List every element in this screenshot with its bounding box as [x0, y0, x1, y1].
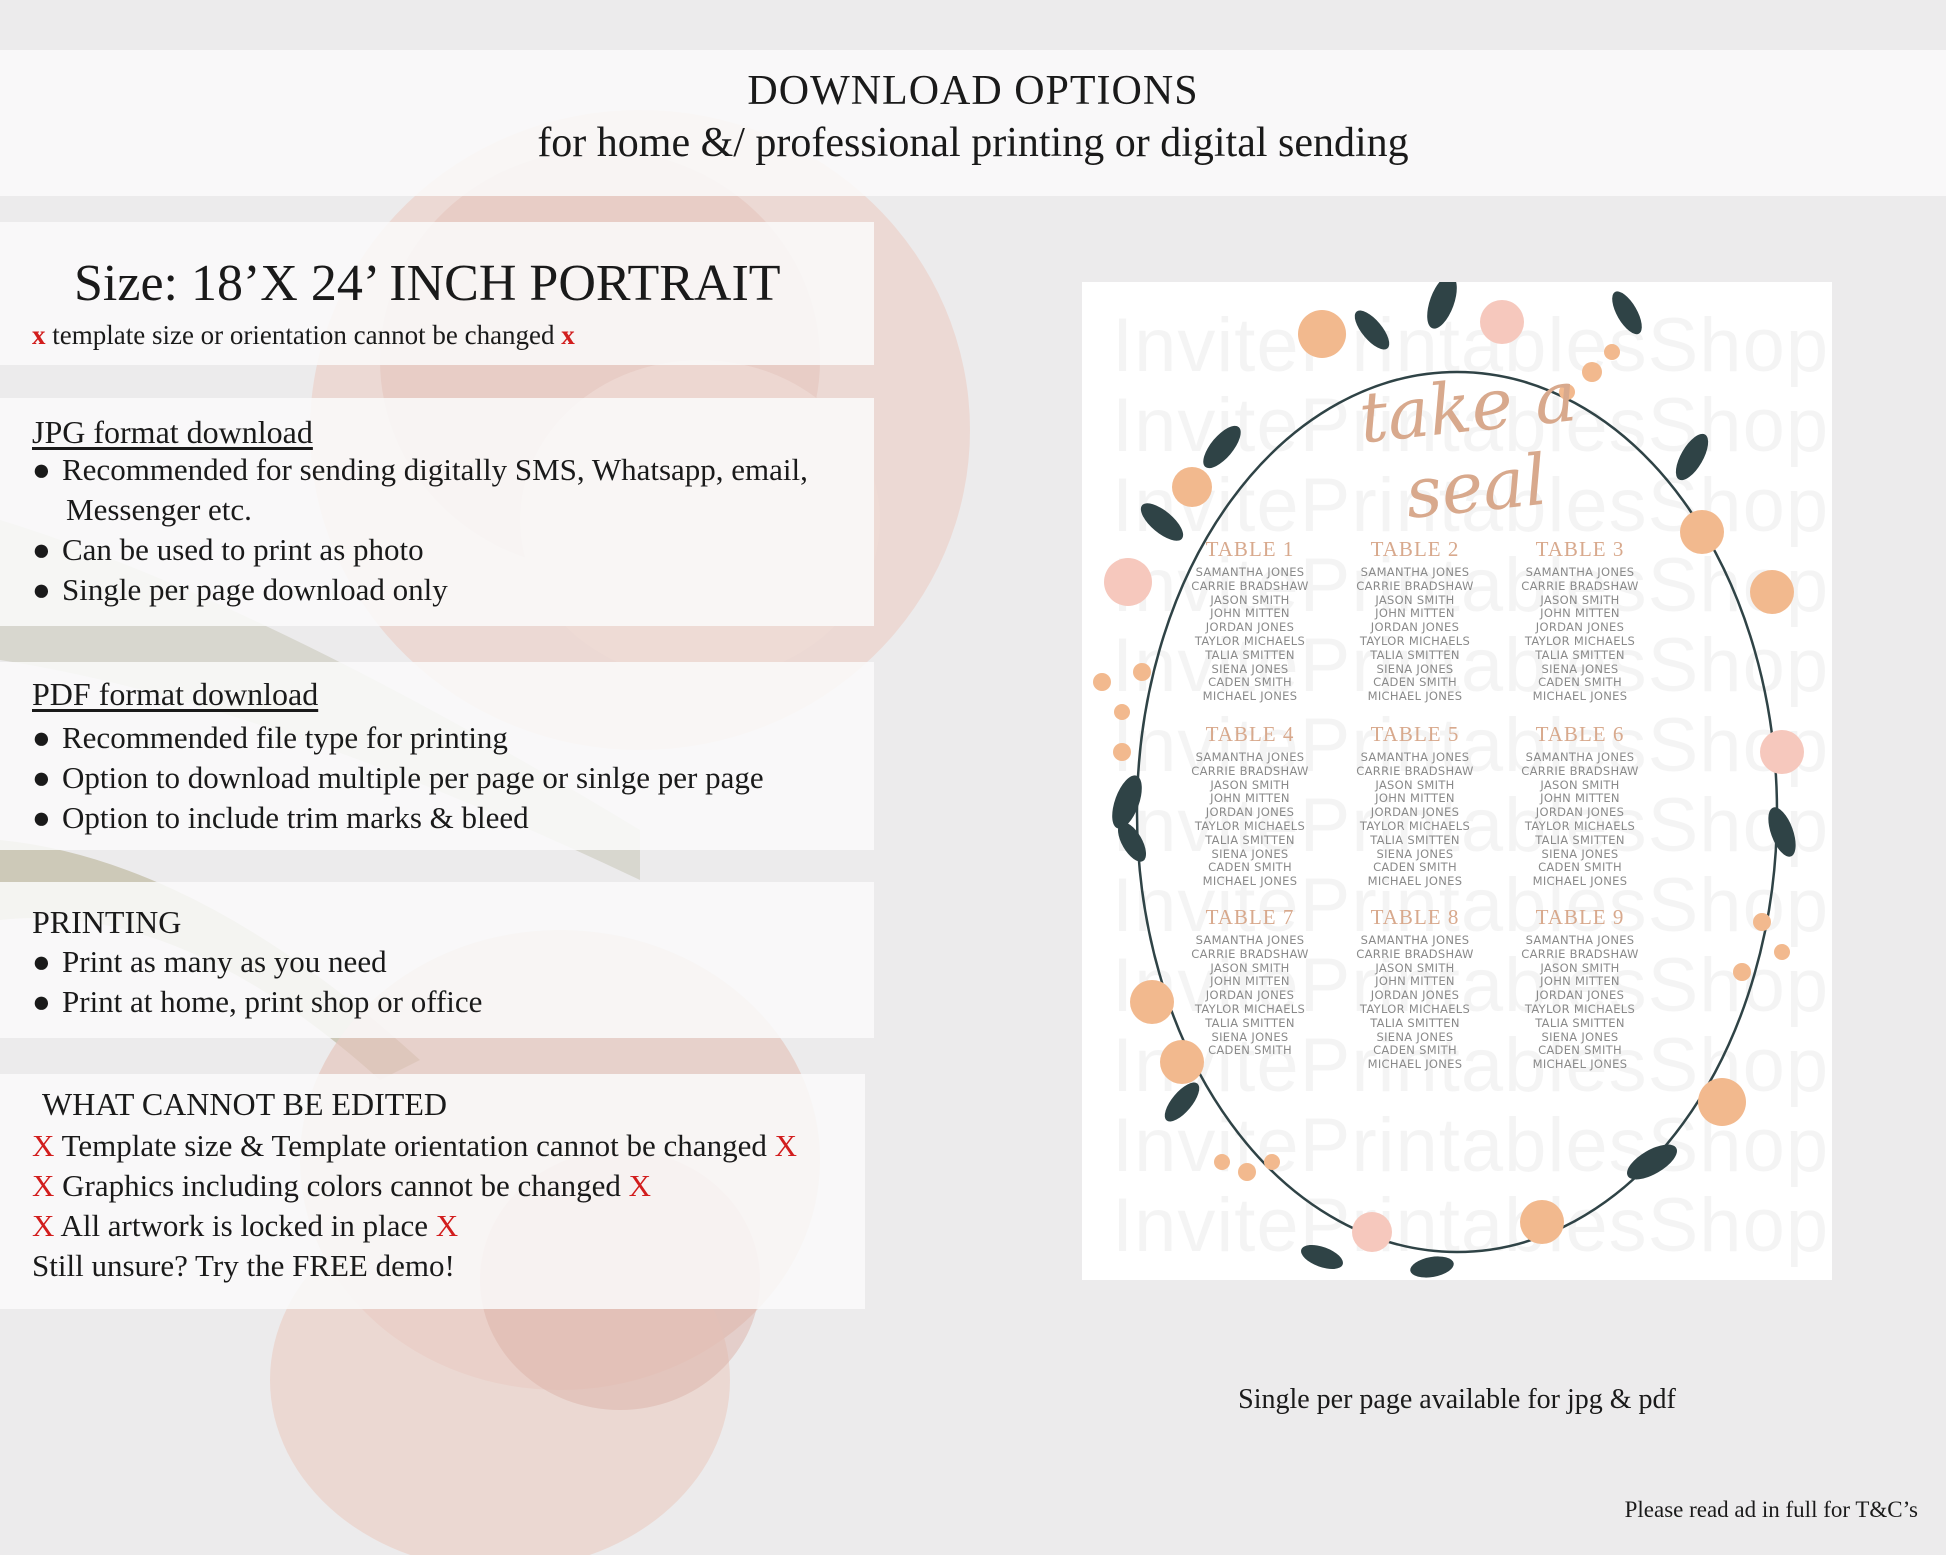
table-block	[1175, 537, 1325, 704]
table-guest-list	[1505, 566, 1655, 704]
guest-name: CADEN SMITH	[1208, 675, 1292, 690]
guest-name: JOHN MITTEN	[1375, 606, 1455, 621]
guest-name: SIENA JONES	[1541, 661, 1619, 676]
guest-name: TALIA SMITTEN	[1205, 647, 1295, 662]
guest-name: JORDAN JONES	[1535, 988, 1625, 1003]
guest-name: TAYLOR MICHAELS	[1524, 1001, 1636, 1016]
x-mark-icon: x	[561, 320, 575, 350]
guest-name: JOHN MITTEN	[1375, 974, 1455, 989]
guest-name: CARRIE BRADSHAW	[1356, 946, 1474, 961]
guest-name: SAMANTHA JONES	[1360, 565, 1470, 579]
guest-name: JOHN MITTEN	[1210, 791, 1290, 806]
table-title: TABLE 9	[1535, 905, 1625, 929]
guest-name: CARRIE BRADSHAW	[1521, 946, 1639, 961]
table-title: TABLE 5	[1370, 722, 1460, 746]
size-note-text: template size or orientation cannot be changed	[52, 320, 555, 350]
guest-name: CADEN SMITH	[1208, 860, 1292, 875]
table-title: TABLE 3	[1535, 537, 1625, 561]
list-item: ● Option to download multiple per page or sinlge per page	[32, 760, 764, 795]
table-block	[1505, 537, 1655, 704]
pdf-title: PDF format download	[32, 676, 319, 712]
table-block	[1340, 722, 1490, 889]
table-title: TABLE 8	[1370, 905, 1460, 929]
guest-name: SAMANTHA JONES	[1360, 750, 1470, 764]
table-guest-list	[1505, 934, 1655, 1072]
guest-name: TAYLOR MICHAELS	[1194, 1001, 1306, 1016]
guest-name: MICHAEL JONES	[1367, 874, 1463, 889]
guest-name: MICHAEL JONES	[1367, 1057, 1463, 1072]
guest-name: JASON SMITH	[1540, 777, 1620, 792]
guest-name: JORDAN JONES	[1370, 988, 1460, 1003]
guest-name: JASON SMITH	[1540, 592, 1620, 607]
guest-name: TAYLOR MICHAELS	[1194, 818, 1306, 833]
table-guest-list	[1175, 934, 1325, 1058]
list-item: ● Recommended file type for printing	[32, 720, 508, 755]
table-guest-list	[1175, 566, 1325, 704]
table-guest-list	[1340, 566, 1490, 704]
page-subtitle: for home &/ professional printing or digital sending	[537, 120, 1409, 166]
guest-name: JASON SMITH	[1375, 592, 1455, 607]
guest-name: SIENA JONES	[1376, 661, 1454, 676]
list-item: ● Recommended for sending digitally SMS, Whatsapp, email,	[32, 452, 808, 487]
table-block	[1340, 537, 1490, 704]
guest-name: JASON SMITH	[1210, 592, 1290, 607]
guest-name: TAYLOR MICHAELS	[1524, 633, 1636, 648]
guest-name: CARRIE BRADSHAW	[1191, 763, 1309, 778]
guest-name: SIENA JONES	[1211, 846, 1289, 861]
guest-name: MICHAEL JONES	[1367, 689, 1463, 704]
guest-name: TAYLOR MICHAELS	[1194, 633, 1306, 648]
table-title: TABLE 7	[1205, 905, 1295, 929]
terms-note: Please read ad in full for T&C’s	[1624, 1497, 1918, 1522]
guest-name: MICHAEL JONES	[1532, 874, 1628, 889]
cannot-edit-title: WHAT CANNOT BE EDITED	[42, 1086, 447, 1122]
x-mark-icon: X	[32, 1208, 55, 1243]
guest-name: SIENA JONES	[1211, 1029, 1289, 1044]
table-guest-list	[1340, 934, 1490, 1072]
guest-name: TAYLOR MICHAELS	[1359, 818, 1471, 833]
demo-note: Still unsure? Try the FREE demo!	[32, 1248, 455, 1283]
guest-name: JOHN MITTEN	[1540, 974, 1620, 989]
guest-name: SAMANTHA JONES	[1360, 933, 1470, 947]
guest-name: JORDAN JONES	[1370, 805, 1460, 820]
guest-name: SAMANTHA JONES	[1195, 750, 1305, 764]
guest-name: JORDAN JONES	[1535, 805, 1625, 820]
guest-name: JOHN MITTEN	[1210, 606, 1290, 621]
guest-name: SAMANTHA JONES	[1195, 933, 1305, 947]
list-item: ● Print as many as you need	[32, 944, 387, 979]
guest-name: CADEN SMITH	[1373, 675, 1457, 690]
guest-name: CARRIE BRADSHAW	[1191, 946, 1309, 961]
table-title: TABLE 4	[1205, 722, 1295, 746]
bullet-icon: ●	[32, 452, 51, 487]
list-item: X Graphics including colors cannot be changed X	[32, 1168, 651, 1203]
guest-name: TALIA SMITTEN	[1370, 1015, 1460, 1030]
guest-name: SIENA JONES	[1376, 1029, 1454, 1044]
guest-name: JORDAN JONES	[1205, 805, 1295, 820]
list-item: X All artwork is locked in place X	[32, 1208, 459, 1243]
guest-name: TAYLOR MICHAELS	[1524, 818, 1636, 833]
guest-name: SIENA JONES	[1211, 661, 1289, 676]
table-block	[1175, 722, 1325, 889]
guest-name: CADEN SMITH	[1538, 1043, 1622, 1058]
guest-name: JORDAN JONES	[1205, 620, 1295, 635]
printing-section	[0, 882, 874, 1038]
table-guest-list	[1175, 751, 1325, 889]
bullet-icon: ●	[32, 944, 51, 979]
list-item: X Template size & Template orientation cannot be changed X	[32, 1128, 797, 1163]
guest-name: JOHN MITTEN	[1375, 791, 1455, 806]
guest-name: MICHAEL JONES	[1202, 874, 1298, 889]
table-guest-list	[1505, 751, 1655, 889]
table-block	[1505, 722, 1655, 889]
guest-name: CADEN SMITH	[1538, 860, 1622, 875]
guest-name: TALIA SMITTEN	[1535, 832, 1625, 847]
guest-name: SAMANTHA JONES	[1525, 933, 1635, 947]
guest-name: TAYLOR MICHAELS	[1359, 1001, 1471, 1016]
guest-name: CADEN SMITH	[1373, 1043, 1457, 1058]
guest-name: CARRIE BRADSHAW	[1356, 763, 1474, 778]
guest-name: MICHAEL JONES	[1532, 689, 1628, 704]
guest-name: JASON SMITH	[1210, 777, 1290, 792]
size-title: Size: 18’X 24’ INCH PORTRAIT	[74, 255, 781, 312]
guest-name: JASON SMITH	[1375, 960, 1455, 975]
table-block	[1505, 905, 1655, 1072]
guest-name: JORDAN JONES	[1535, 620, 1625, 635]
header-banner	[0, 50, 1946, 196]
guest-name: SAMANTHA JONES	[1525, 565, 1635, 579]
guest-name: SIENA JONES	[1541, 1029, 1619, 1044]
size-section	[0, 222, 874, 365]
list-item: ● Print at home, print shop or office	[32, 984, 483, 1019]
size-note	[32, 320, 575, 351]
table-title: TABLE 2	[1370, 537, 1460, 561]
guest-name: JORDAN JONES	[1205, 988, 1295, 1003]
table-block	[1175, 905, 1325, 1058]
guest-name: CARRIE BRADSHAW	[1191, 578, 1309, 593]
bullet-icon: ●	[32, 572, 51, 607]
guest-name: JASON SMITH	[1210, 960, 1290, 975]
guest-name: JORDAN JONES	[1370, 620, 1460, 635]
list-item: ● Single per page download only	[32, 572, 448, 607]
list-item: ● Option to include trim marks & bleed	[32, 800, 529, 835]
bullet-icon: ●	[32, 760, 51, 795]
preview-caption: Single per page available for jpg & pdf	[1238, 1384, 1676, 1415]
x-mark-icon: X	[32, 1168, 55, 1203]
guest-name: CADEN SMITH	[1373, 860, 1457, 875]
guest-name: SIENA JONES	[1541, 846, 1619, 861]
pdf-section	[0, 662, 874, 850]
guest-name: CADEN SMITH	[1538, 675, 1622, 690]
guest-name: JOHN MITTEN	[1210, 974, 1290, 989]
bullet-icon: ●	[32, 984, 51, 1019]
x-mark-icon: X	[435, 1208, 459, 1243]
x-mark-icon: x	[32, 320, 46, 350]
table-title: TABLE 6	[1535, 722, 1625, 746]
guest-name: TAYLOR MICHAELS	[1359, 633, 1471, 648]
guest-name: JOHN MITTEN	[1540, 606, 1620, 621]
guest-name: TALIA SMITTEN	[1370, 832, 1460, 847]
guest-name: CARRIE BRADSHAW	[1521, 578, 1639, 593]
seating-chart-preview	[1082, 282, 1832, 1280]
guest-name: JASON SMITH	[1540, 960, 1620, 975]
guest-name: TALIA SMITTEN	[1535, 647, 1625, 662]
guest-name: SAMANTHA JONES	[1525, 750, 1635, 764]
guest-name: MICHAEL JONES	[1202, 689, 1298, 704]
list-item: ● Can be used to print as photo	[32, 532, 424, 567]
jpg-title: JPG format download	[32, 414, 313, 450]
bullet-icon: ●	[32, 532, 51, 567]
guest-name: JOHN MITTEN	[1540, 791, 1620, 806]
x-mark-icon: X	[628, 1168, 651, 1203]
guest-name: JASON SMITH	[1375, 777, 1455, 792]
guest-name: SAMANTHA JONES	[1195, 565, 1305, 579]
guest-name: TALIA SMITTEN	[1535, 1015, 1625, 1030]
bullet-icon: ●	[32, 720, 51, 755]
list-item: Messenger etc.	[66, 492, 252, 527]
printing-title: PRINTING	[32, 904, 182, 940]
guest-name: CARRIE BRADSHAW	[1521, 763, 1639, 778]
script-heading: take a seal	[1355, 355, 1581, 535]
table-title: TABLE 1	[1205, 537, 1295, 561]
table-block	[1340, 905, 1490, 1072]
guest-name: TALIA SMITTEN	[1205, 832, 1295, 847]
guest-name: TALIA SMITTEN	[1205, 1015, 1295, 1030]
x-mark-icon: X	[32, 1128, 55, 1163]
guest-name: TALIA SMITTEN	[1370, 647, 1460, 662]
guest-name: CADEN SMITH	[1208, 1043, 1292, 1058]
cannot-edit-section	[0, 1074, 865, 1309]
bullet-icon: ●	[32, 800, 51, 835]
x-mark-icon: X	[774, 1128, 797, 1163]
table-guest-list	[1340, 751, 1490, 889]
guest-name: CARRIE BRADSHAW	[1356, 578, 1474, 593]
guest-name: SIENA JONES	[1376, 846, 1454, 861]
guest-name: MICHAEL JONES	[1532, 1057, 1628, 1072]
page-title: DOWNLOAD OPTIONS	[747, 68, 1199, 114]
jpg-section	[0, 398, 874, 626]
